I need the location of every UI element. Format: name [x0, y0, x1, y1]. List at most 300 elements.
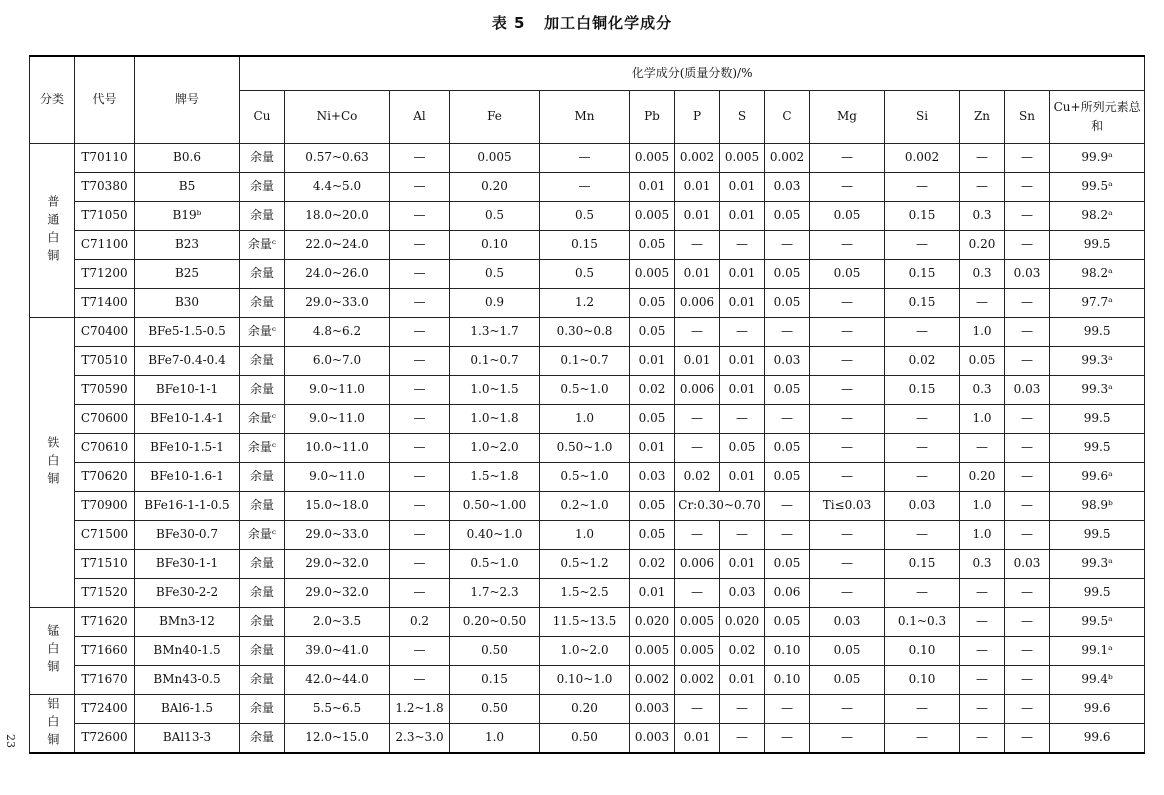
header-element: Ni+Co	[285, 91, 390, 144]
table-cell: 29.0~32.0	[285, 550, 390, 579]
table-cell: —	[720, 521, 765, 550]
table-cell: 1.5~2.5	[540, 579, 630, 608]
header-element: Fe	[450, 91, 540, 144]
table-cell: 0.03	[630, 463, 675, 492]
table-cell: 0.05	[630, 231, 675, 260]
table-cell: 5.5~6.5	[285, 695, 390, 724]
table-cell: 1.0	[540, 405, 630, 434]
group-label: 普通白铜	[30, 144, 75, 318]
table-cell: 15.0~18.0	[285, 492, 390, 521]
table-cell: 0.5	[450, 202, 540, 231]
table-cell: —	[675, 405, 720, 434]
table-cell: 0.03	[810, 608, 885, 637]
table-cell: 0.005	[675, 608, 720, 637]
table-cell: B23	[135, 231, 240, 260]
table-cell: 余量ᶜ	[240, 231, 285, 260]
table-cell: 0.5	[540, 260, 630, 289]
table-cell: —	[720, 318, 765, 347]
table-cell: T70620	[75, 463, 135, 492]
table-cell: 0.10	[450, 231, 540, 260]
table-row	[30, 318, 1145, 347]
table-cell: 0.05	[765, 289, 810, 318]
table-cell: BAl13-3	[135, 724, 240, 754]
table-cell: 余量ᶜ	[240, 521, 285, 550]
table-cell: C71500	[75, 521, 135, 550]
table-cell: —	[810, 376, 885, 405]
table-cell: 1.5~1.8	[450, 463, 540, 492]
table-cell: C70600	[75, 405, 135, 434]
group-label: 铁白铜	[30, 318, 75, 608]
table-cell: C70610	[75, 434, 135, 463]
table-cell: —	[1005, 173, 1050, 202]
table-cell: —	[810, 347, 885, 376]
table-cell: —	[960, 173, 1005, 202]
table-cell: —	[810, 405, 885, 434]
table-cell: 0.01	[630, 347, 675, 376]
table-cell: 0.05	[765, 550, 810, 579]
table-cell: 0.002	[675, 144, 720, 173]
table-cell: 0.05	[630, 289, 675, 318]
table-row	[30, 231, 1145, 260]
table-cell: 0.005	[630, 144, 675, 173]
table-cell: 0.05	[720, 434, 765, 463]
table-cell: —	[540, 144, 630, 173]
table-cell: 99.5	[1050, 434, 1145, 463]
table-cell: BFe10-1.5-1	[135, 434, 240, 463]
table-cell: 0.15	[885, 289, 960, 318]
table-title: 表 5 加工白铜化学成分	[491, 14, 673, 32]
table-cell: 0.01	[630, 579, 675, 608]
table-cell: BFe16-1-1-0.5	[135, 492, 240, 521]
table-cell: —	[720, 405, 765, 434]
table-cell: 0.3	[960, 550, 1005, 579]
table-cell: 余量	[240, 463, 285, 492]
table-cell: 0.10	[885, 637, 960, 666]
table-cell: 0.01	[675, 260, 720, 289]
table-cell: 0.005	[630, 202, 675, 231]
table-cell: —	[885, 318, 960, 347]
table-cell: 0.003	[630, 695, 675, 724]
table-cell: 0.10	[765, 666, 810, 695]
table-cell: —	[390, 173, 450, 202]
table-cell: —	[720, 231, 765, 260]
table-cell: 29.0~33.0	[285, 521, 390, 550]
table-cell: 99.4ᵇ	[1050, 666, 1145, 695]
table-cell: —	[390, 550, 450, 579]
table-cell: 余量	[240, 376, 285, 405]
table-cell: 余量	[240, 666, 285, 695]
table-cell: 0.05	[765, 376, 810, 405]
table-cell: 0.15	[885, 260, 960, 289]
table-cell: 0.10~1.0	[540, 666, 630, 695]
table-cell: 9.0~11.0	[285, 463, 390, 492]
table-cell: 0.50	[540, 724, 630, 754]
table-cell: —	[1005, 608, 1050, 637]
table-cell: —	[390, 202, 450, 231]
table-cell: 0.006	[675, 289, 720, 318]
table-cell: 0.01	[630, 434, 675, 463]
table-cell: Cr:0.30~0.70	[675, 492, 765, 521]
table-cell: 0.005	[675, 637, 720, 666]
table-cell: —	[765, 318, 810, 347]
table-cell: —	[765, 492, 810, 521]
table-cell: —	[1005, 347, 1050, 376]
table-cell: —	[1005, 521, 1050, 550]
table-cell: 42.0~44.0	[285, 666, 390, 695]
table-cell: —	[1005, 434, 1050, 463]
table-cell: 余量	[240, 492, 285, 521]
chemical-composition-table	[29, 55, 1145, 754]
table-cell: 99.3ᵃ	[1050, 376, 1145, 405]
table-cell: —	[960, 666, 1005, 695]
table-cell: 0.05	[630, 405, 675, 434]
table-cell: —	[1005, 492, 1050, 521]
table-cell: 0.06	[765, 579, 810, 608]
header-element: P	[675, 91, 720, 144]
table-cell: 0.10	[765, 637, 810, 666]
table-cell: 0.5~1.0	[540, 376, 630, 405]
table-cell: 0.05	[810, 260, 885, 289]
header-element: Al	[390, 91, 450, 144]
table-cell: 0.40~1.0	[450, 521, 540, 550]
table-cell: —	[390, 637, 450, 666]
header-element: Si	[885, 91, 960, 144]
table-cell: 0.03	[885, 492, 960, 521]
table-cell: B19ᵇ	[135, 202, 240, 231]
table-cell: 99.6	[1050, 695, 1145, 724]
table-cell: 1.2	[540, 289, 630, 318]
table-cell: 0.3	[960, 376, 1005, 405]
table-cell: 1.3~1.7	[450, 318, 540, 347]
table-cell: 12.0~15.0	[285, 724, 390, 754]
table-cell: 0.006	[675, 376, 720, 405]
table-cell: 0.002	[630, 666, 675, 695]
table-cell: 1.7~2.3	[450, 579, 540, 608]
table-cell: —	[390, 521, 450, 550]
table-cell: 0.01	[720, 463, 765, 492]
table-cell: 0.30~0.8	[540, 318, 630, 347]
header-element: C	[765, 91, 810, 144]
table-cell: 0.15	[885, 376, 960, 405]
table-cell: 98.2ᵃ	[1050, 260, 1145, 289]
table-cell: 0.15	[885, 202, 960, 231]
table-cell: 0.01	[720, 376, 765, 405]
table-cell: T70110	[75, 144, 135, 173]
table-cell: 0.02	[630, 550, 675, 579]
table-cell: —	[390, 376, 450, 405]
table-cell: 0.03	[1005, 550, 1050, 579]
table-cell: —	[675, 434, 720, 463]
header-element: Cu	[240, 91, 285, 144]
table-cell: 余量	[240, 173, 285, 202]
table-cell: 0.05	[765, 202, 810, 231]
table-cell: 余量	[240, 724, 285, 754]
table-cell: 29.0~33.0	[285, 289, 390, 318]
table-cell: 2.0~3.5	[285, 608, 390, 637]
table-cell: 98.2ᵃ	[1050, 202, 1145, 231]
table-cell: —	[960, 434, 1005, 463]
table-cell: 余量	[240, 202, 285, 231]
table-row	[30, 347, 1145, 376]
table-cell: T71660	[75, 637, 135, 666]
table-cell: 0.05	[810, 666, 885, 695]
table-cell: 1.0	[450, 724, 540, 754]
table-cell: 余量	[240, 579, 285, 608]
table-cell: 1.2~1.8	[390, 695, 450, 724]
table-cell: 0.03	[1005, 376, 1050, 405]
table-cell: 10.0~11.0	[285, 434, 390, 463]
table-cell: 0.20	[540, 695, 630, 724]
table-cell: T71510	[75, 550, 135, 579]
header-grade: 牌号	[135, 56, 240, 144]
table-cell: 0.01	[720, 550, 765, 579]
table-row	[30, 260, 1145, 289]
table-cell: 99.3ᵃ	[1050, 347, 1145, 376]
table-cell: 1.0~1.8	[450, 405, 540, 434]
table-cell: 0.05	[630, 521, 675, 550]
table-cell: 1.0	[960, 405, 1005, 434]
table-cell: 0.5~1.2	[540, 550, 630, 579]
table-cell: 1.0	[960, 521, 1005, 550]
table-cell: 99.9ᵃ	[1050, 144, 1145, 173]
table-cell: B30	[135, 289, 240, 318]
table-cell: —	[675, 231, 720, 260]
table-row	[30, 666, 1145, 695]
table-cell: —	[675, 579, 720, 608]
table-cell: —	[810, 231, 885, 260]
table-cell: —	[1005, 695, 1050, 724]
table-cell: BFe30-2-2	[135, 579, 240, 608]
table-cell: 0.006	[675, 550, 720, 579]
table-row	[30, 173, 1145, 202]
table-cell: 0.05	[810, 637, 885, 666]
table-cell: 0.2~1.0	[540, 492, 630, 521]
table-cell: 99.6ᵃ	[1050, 463, 1145, 492]
table-cell: T70510	[75, 347, 135, 376]
table-cell: 0.002	[765, 144, 810, 173]
table-cell: 0.03	[1005, 260, 1050, 289]
table-cell: —	[390, 492, 450, 521]
table-cell: 0.05	[630, 318, 675, 347]
table-cell: —	[675, 318, 720, 347]
table-cell: 0.005	[630, 260, 675, 289]
table-cell: T71400	[75, 289, 135, 318]
table-cell: 0.01	[675, 173, 720, 202]
table-cell: 1.0	[540, 521, 630, 550]
table-cell: 0.020	[720, 608, 765, 637]
table-cell: 0.1~0.3	[885, 608, 960, 637]
table-row	[30, 289, 1145, 318]
table-cell: T71200	[75, 260, 135, 289]
table-cell: 余量ᶜ	[240, 318, 285, 347]
table-cell: 0.003	[630, 724, 675, 754]
table-cell: —	[765, 231, 810, 260]
table-cell: 0.002	[675, 666, 720, 695]
table-cell: —	[810, 521, 885, 550]
table-cell: 0.3	[960, 202, 1005, 231]
header-code: 代号	[75, 56, 135, 144]
table-cell: 0.01	[720, 347, 765, 376]
table-cell: —	[390, 289, 450, 318]
table-row	[30, 724, 1145, 754]
table-cell: —	[390, 579, 450, 608]
table-cell: 0.05	[630, 492, 675, 521]
table-cell: BFe10-1-1	[135, 376, 240, 405]
table-cell: 99.5	[1050, 405, 1145, 434]
table-cell: 0.05	[765, 608, 810, 637]
table-cell: —	[960, 608, 1005, 637]
table-cell: —	[810, 579, 885, 608]
header-element: Sn	[1005, 91, 1050, 144]
table-cell: —	[720, 724, 765, 754]
table-cell: BAl6-1.5	[135, 695, 240, 724]
header-composition: 化学成分(质量分数)/%	[240, 56, 1145, 91]
table-cell: 余量ᶜ	[240, 434, 285, 463]
table-cell: —	[1005, 318, 1050, 347]
table-cell: 9.0~11.0	[285, 405, 390, 434]
table-cell: —	[1005, 579, 1050, 608]
table-cell: —	[960, 289, 1005, 318]
table-cell: —	[810, 318, 885, 347]
table-cell: —	[1005, 463, 1050, 492]
table-cell: 0.05	[765, 260, 810, 289]
table-cell: 0.01	[720, 289, 765, 318]
header-element: Mn	[540, 91, 630, 144]
table-cell: 0.15	[450, 666, 540, 695]
table-row	[30, 521, 1145, 550]
table-cell: 99.5	[1050, 521, 1145, 550]
table-cell: —	[675, 521, 720, 550]
table-cell: 0.002	[885, 144, 960, 173]
table-cell: —	[540, 173, 630, 202]
table-cell: BFe30-1-1	[135, 550, 240, 579]
table-cell: —	[810, 289, 885, 318]
table-cell: —	[885, 231, 960, 260]
table-cell: 0.2	[390, 608, 450, 637]
table-cell: 0.50~1.0	[540, 434, 630, 463]
table-cell: 0.02	[675, 463, 720, 492]
table-cell: —	[390, 318, 450, 347]
table-cell: 0.005	[630, 637, 675, 666]
table-cell: —	[810, 463, 885, 492]
table-cell: 18.0~20.0	[285, 202, 390, 231]
table-cell: —	[390, 405, 450, 434]
table-cell: —	[390, 347, 450, 376]
table-cell: 0.03	[765, 347, 810, 376]
table-cell: T71670	[75, 666, 135, 695]
table-cell: 0.15	[540, 231, 630, 260]
table-cell: 0.01	[675, 724, 720, 754]
table-cell: —	[885, 579, 960, 608]
table-cell: 99.5ᵃ	[1050, 608, 1145, 637]
table-cell: 0.01	[720, 666, 765, 695]
table-cell: 6.0~7.0	[285, 347, 390, 376]
table-cell: —	[960, 579, 1005, 608]
header-element: S	[720, 91, 765, 144]
table-cell: 2.3~3.0	[390, 724, 450, 754]
table-cell: 29.0~32.0	[285, 579, 390, 608]
table-cell: T72400	[75, 695, 135, 724]
table-cell: 1.0~1.5	[450, 376, 540, 405]
table-cell: 0.01	[630, 173, 675, 202]
table-cell: T71620	[75, 608, 135, 637]
table-cell: —	[390, 144, 450, 173]
table-cell: 0.50~1.00	[450, 492, 540, 521]
table-cell: 0.005	[450, 144, 540, 173]
table-cell: T70590	[75, 376, 135, 405]
table-cell: —	[960, 695, 1005, 724]
table-cell: —	[885, 521, 960, 550]
table-cell: 0.01	[720, 260, 765, 289]
table-cell: 0.50	[450, 695, 540, 724]
table-cell: 0.1~0.7	[540, 347, 630, 376]
table-cell: BMn43-0.5	[135, 666, 240, 695]
table-cell: —	[390, 463, 450, 492]
table-cell: 余量	[240, 550, 285, 579]
table-cell: —	[960, 637, 1005, 666]
table-cell: —	[810, 695, 885, 724]
table-cell: 0.02	[885, 347, 960, 376]
table-cell: BFe10-1.4-1	[135, 405, 240, 434]
table-cell: BMn40-1.5	[135, 637, 240, 666]
header-element: Pb	[630, 91, 675, 144]
page-number: 23	[4, 734, 17, 748]
table-cell: BFe10-1.6-1	[135, 463, 240, 492]
table-row	[30, 492, 1145, 521]
table-cell: —	[885, 463, 960, 492]
table-cell: 0.57~0.63	[285, 144, 390, 173]
table-cell: —	[810, 434, 885, 463]
header-element-sum: Cu+所列元素总和	[1050, 91, 1145, 144]
table-cell: 97.7ᵃ	[1050, 289, 1145, 318]
table-cell: —	[1005, 666, 1050, 695]
table-row	[30, 405, 1145, 434]
table-cell: 1.0	[960, 492, 1005, 521]
table-cell: 0.005	[720, 144, 765, 173]
table-cell: —	[1005, 202, 1050, 231]
table-cell: 0.20~0.50	[450, 608, 540, 637]
table-cell: 0.05	[960, 347, 1005, 376]
table-cell: —	[810, 173, 885, 202]
table-row	[30, 695, 1145, 724]
table-cell: 0.03	[765, 173, 810, 202]
table-cell: —	[765, 695, 810, 724]
table-cell: 余量	[240, 289, 285, 318]
table-cell: 22.0~24.0	[285, 231, 390, 260]
table-cell: —	[765, 521, 810, 550]
table-cell: —	[1005, 289, 1050, 318]
table-cell: —	[810, 144, 885, 173]
table-cell: 24.0~26.0	[285, 260, 390, 289]
table-cell: 余量ᶜ	[240, 405, 285, 434]
table-cell: Ti≤0.03	[810, 492, 885, 521]
table-cell: 99.5	[1050, 579, 1145, 608]
table-row	[30, 434, 1145, 463]
table-cell: 余量	[240, 144, 285, 173]
table-cell: 1.0~2.0	[540, 637, 630, 666]
table-cell: —	[885, 695, 960, 724]
table-cell: —	[390, 434, 450, 463]
table-cell: 4.8~6.2	[285, 318, 390, 347]
table-row	[30, 144, 1145, 173]
table-cell: BMn3-12	[135, 608, 240, 637]
table-cell: —	[1005, 144, 1050, 173]
header-element: Mg	[810, 91, 885, 144]
table-cell: 99.5ᵃ	[1050, 173, 1145, 202]
table-cell: —	[390, 260, 450, 289]
table-cell: 99.1ᵃ	[1050, 637, 1145, 666]
table-cell: 0.05	[765, 434, 810, 463]
